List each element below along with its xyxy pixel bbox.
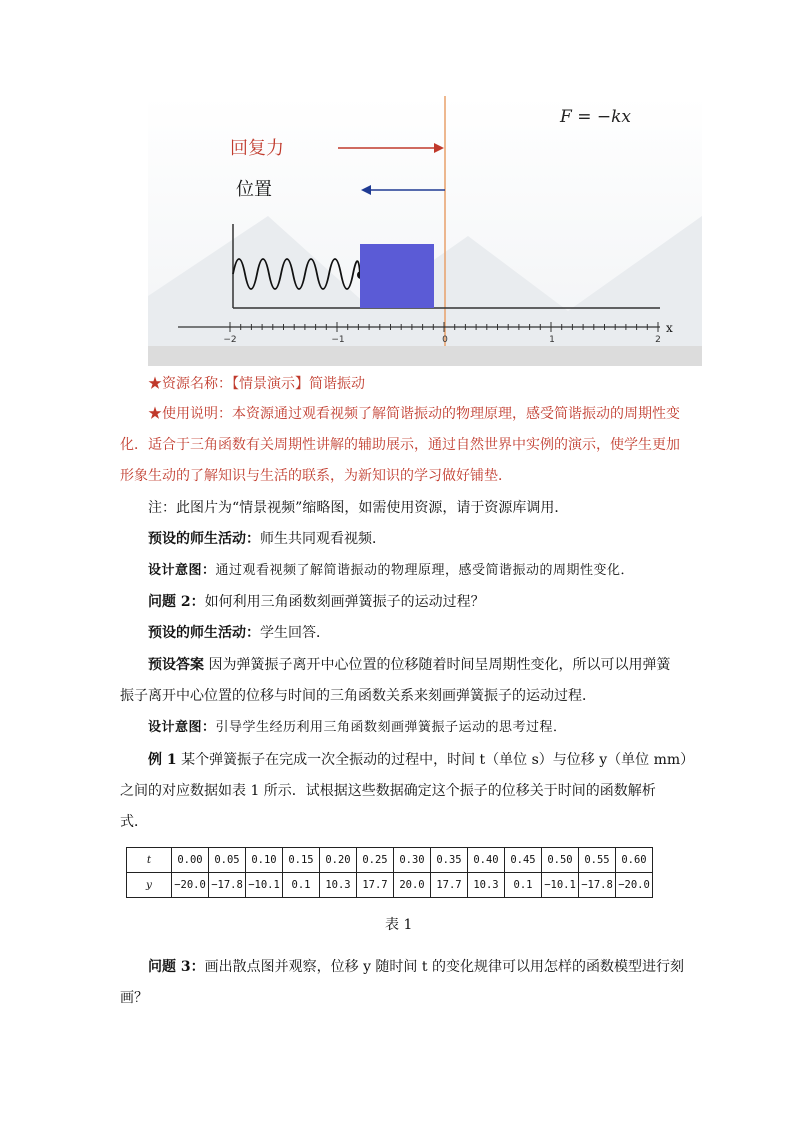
table-cell-y: −20.0: [172, 873, 209, 898]
table-cell-y: 0.1: [505, 873, 542, 898]
table-cell-y: −10.1: [542, 873, 579, 898]
activity-2-label: 预设的师生活动：: [148, 625, 260, 641]
table-cell-y: −10.1: [246, 873, 283, 898]
table-row-header-y: y: [127, 873, 172, 898]
preset-answer-line-2: 振子离开中心位置的位移与时间的三角函数关系来刻画弹簧振子的运动过程．: [120, 688, 596, 704]
position-label: 位置: [236, 179, 272, 200]
activity-1-label: 预设的师生活动：: [148, 531, 260, 547]
table-row-t: [127, 848, 653, 873]
question-3-line-1: [148, 957, 684, 977]
table-cell-t: 0.30: [394, 848, 431, 873]
table-cell-t: 0.10: [246, 848, 283, 873]
design-intent-1: [148, 561, 668, 581]
activity-1-text: 师生共同观看视频．: [260, 531, 386, 547]
table-cell-t: 0.50: [542, 848, 579, 873]
preset-answer-line-1: [148, 655, 671, 675]
restoring-force-label: 回复力: [230, 138, 284, 159]
activity-2-text: 学生回答．: [260, 625, 330, 641]
table-cell-y: −17.8: [209, 873, 246, 898]
tick-label-2: 2: [655, 335, 661, 345]
question-2-text: 如何利用三角函数刻画弹簧振子的运动过程？: [204, 594, 485, 610]
note-text: 注：此图片为“情景视频”缩略图，如需使用资源，请于资源库调用．: [148, 500, 569, 516]
formula-text: F = −kx: [560, 107, 631, 127]
design-intent-2: [148, 718, 668, 738]
example-1-line-1: [148, 750, 695, 770]
tick-label-neg1: −1: [331, 335, 345, 345]
preset-answer-text-1: 因为弹簧振子离开中心位置的位移随着时间呈周期性变化，所以可以用弹簧: [204, 657, 671, 673]
question-2: [148, 592, 668, 612]
table-cell-t: 0.25: [357, 848, 394, 873]
resource-name: ★资源名称：【情景演示】简谐振动: [148, 376, 365, 392]
example-1-line-3: 式．: [120, 814, 148, 830]
preset-answer-label: 预设答案: [148, 657, 204, 673]
activity-2: [148, 623, 668, 643]
table-cell-t: 0.00: [172, 848, 209, 873]
example-1-line-2: 之间的对应数据如表 1 所示．试根据这些数据确定这个振子的位移关于时间的函数解析: [120, 783, 656, 799]
table-cell-y: 20.0: [394, 873, 431, 898]
question-2-label: 问题 2：: [148, 594, 205, 610]
spring-oscillation-figure: [148, 96, 702, 366]
table-cell-y: −20.0: [616, 873, 653, 898]
data-table: [126, 847, 653, 898]
usage-line-2: 化．适合于三角函数有关周期性讲解的辅助展示，通过自然世界中实例的演示，使学生更加: [120, 437, 680, 453]
table-cell-t: 0.40: [468, 848, 505, 873]
figure-canvas: [148, 96, 702, 366]
table-caption: 表 1: [385, 917, 413, 933]
table-cell-t: 0.45: [505, 848, 542, 873]
question-3-line-2: 画？: [120, 990, 148, 1006]
table-cell-t: 0.05: [209, 848, 246, 873]
usage-line-1: ★使用说明：本资源通过观看视频了解简谐振动的物理原理，感受简谐振动的周期性变: [148, 406, 680, 422]
table-cell-t: 0.60: [616, 848, 653, 873]
example-1-text-1: 某个弹簧振子在完成一次全振动的过程中，时间 t（单位 s）与位移 y（单位 mm）: [176, 752, 695, 768]
usage-line-3: 形象生动的了解知识与生活的联系，为新知识的学习做好铺垫．: [120, 468, 512, 484]
design-intent-1-label: 设计意图：: [148, 563, 216, 578]
x-axis-label: x: [666, 321, 673, 335]
question-3-text-1: 画出散点图并观察，位移 y 随时间 t 的变化规律可以用怎样的函数模型进行刻: [204, 959, 684, 975]
tick-label-0: 0: [442, 335, 448, 345]
figure-bottom-band: [148, 346, 702, 366]
table-cell-t: 0.55: [579, 848, 616, 873]
question-3-label: 问题 3：: [148, 959, 205, 975]
tick-label-neg2: −2: [223, 335, 237, 345]
table-cell-t: 0.20: [320, 848, 357, 873]
table-cell-y: 17.7: [431, 873, 468, 898]
table-cell-y: −17.8: [579, 873, 616, 898]
table-cell-t: 0.35: [431, 848, 468, 873]
example-1-label: 例 1: [148, 752, 177, 768]
activity-1: [148, 529, 668, 549]
tick-label-1: 1: [549, 335, 555, 345]
oscillator-block: [360, 244, 434, 308]
design-intent-1-text: 通过观看视频了解简谐振动的物理原理，感受简谐振动的周期性变化．: [215, 563, 635, 578]
design-intent-2-label: 设计意图：: [148, 720, 216, 735]
table-row-y: [127, 873, 653, 898]
table-row-header-t: t: [127, 848, 172, 873]
table-cell-y: 10.3: [468, 873, 505, 898]
table-cell-y: 10.3: [320, 873, 357, 898]
table-cell-y: 17.7: [357, 873, 394, 898]
table-cell-t: 0.15: [283, 848, 320, 873]
design-intent-2-text: 引导学生经历利用三角函数刻画弹簧振子运动的思考过程．: [215, 720, 567, 735]
table-cell-y: 0.1: [283, 873, 320, 898]
